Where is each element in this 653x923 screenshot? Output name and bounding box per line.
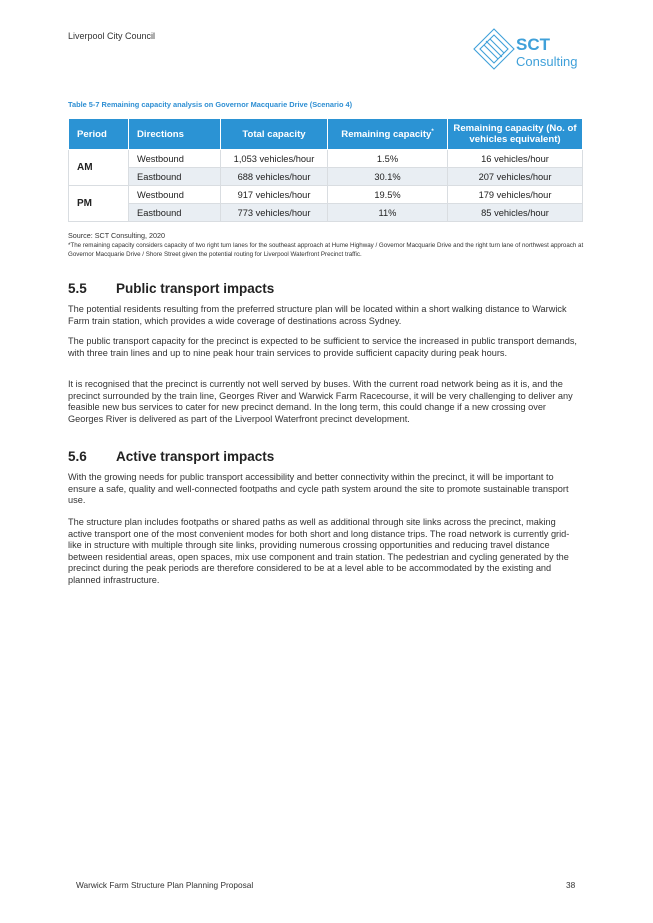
- total-capacity-cell: 917 vehicles/hour: [221, 186, 328, 204]
- remaining-percent-cell: 11%: [328, 204, 448, 222]
- remaining-percent-cell: 19.5%: [328, 186, 448, 204]
- header-remaining-capacity-label: Remaining capacity: [341, 128, 432, 140]
- table-row: [69, 150, 583, 168]
- table-row: [69, 186, 583, 204]
- header-organisation: Liverpool City Council: [68, 31, 156, 41]
- section-number: 5.6: [68, 449, 87, 464]
- total-capacity-cell: 1,053 vehicles/hour: [221, 150, 328, 168]
- total-capacity-cell: 688 vehicles/hour: [221, 168, 328, 186]
- period-cell: PM: [69, 186, 129, 222]
- remaining-capacity-table: [68, 118, 583, 222]
- direction-cell: Westbound: [129, 186, 221, 204]
- paragraph: With the growing needs for public transport accessibility and better connectivity within the precinct, it will be important to ensure a safe, quality and well-connected footpaths and cycle path system around the site to promote sustainable transport use.: [68, 472, 569, 506]
- paragraph: It is recognised that the precinct is currently not well served by buses. With the current road network being as it is, and the precinct surrounded by the train line, Georges River and Warwick Farm Racecourse, it will be very challenging to deliver any feasible new bus services to cater for new precinct demand. In the long term, this could change if a new crossing over Georges River is delivered as part of the Liverpool Waterfront precinct development.: [68, 379, 573, 424]
- table-row: [69, 204, 583, 222]
- paragraph: The structure plan includes footpaths or shared paths as well as additional through site links across the precinct, making active transport one of the most convenient modes for both short and long distance trips. The road network is currently grid-like in structure with multiple through site links, providing numerous crossing opportunities and reducing travel distance between residential areas, open spaces, mix use component and train station. The pedestrian and cycling generated by the precinct during the peak periods are therefore considered to be at a level able to be accommodated by the existing and planned infrastructure.: [68, 517, 570, 585]
- logo-text-sub: Consulting: [516, 54, 578, 69]
- section-title: Active transport impacts: [116, 449, 275, 464]
- direction-cell: Eastbound: [129, 204, 221, 222]
- table-header-row: [69, 119, 583, 150]
- total-capacity-cell: 773 vehicles/hour: [221, 204, 328, 222]
- footer-document-title: Warwick Farm Structure Plan Planning Proposal: [76, 880, 254, 890]
- paragraph: The potential residents resulting from the preferred structure plan will be located within a short walking distance to Warwick Farm train station, which provides a wide coverage of destinations across Sydney.: [68, 304, 567, 326]
- table-caption: Table 5-7 Remaining capacity analysis on Governor Macquarie Drive (Scenario 4): [68, 100, 353, 109]
- header-remaining-vehicles: Remaining capacity (No. of vehicles equivalent): [448, 119, 583, 150]
- remaining-percent-cell: 30.1%: [328, 168, 448, 186]
- header-period: Period: [69, 119, 129, 150]
- table-source: Source: SCT Consulting, 2020: [68, 231, 165, 240]
- remaining-vehicles-cell: 179 vehicles/hour: [448, 186, 583, 204]
- period-cell: AM: [69, 150, 129, 186]
- remaining-percent-cell: 1.5%: [328, 150, 448, 168]
- footnote-mark: *: [431, 128, 434, 135]
- direction-cell: Westbound: [129, 150, 221, 168]
- header-remaining-capacity: [328, 119, 448, 150]
- section-number: 5.5: [68, 281, 87, 296]
- direction-cell: Eastbound: [129, 168, 221, 186]
- remaining-vehicles-cell: 16 vehicles/hour: [448, 150, 583, 168]
- remaining-vehicles-cell: 207 vehicles/hour: [448, 168, 583, 186]
- paragraph: The public transport capacity for the precinct is expected to be sufficient to service the increased in public transport demands, with three train lines and up to nine peak hour train services to provide sufficient capacity during peak hours.: [68, 336, 577, 358]
- table-row: [69, 168, 583, 186]
- sct-consulting-logo: [472, 26, 588, 74]
- footer-page-number: 38: [566, 880, 576, 890]
- header-directions: Directions: [129, 119, 221, 150]
- header-total-capacity: Total capacity: [221, 119, 328, 150]
- table-footnote: *The remaining capacity considers capacity of two right turn lanes for the southeast approach at Hume Highway / Governor Macquarie Drive and the right turn lane of northwest approach at Governor Macquarie Drive / Shore Street given the potential routing for Liverpool Waterfront Precinct traffic.: [68, 242, 584, 258]
- section-heading-5-6: [68, 449, 274, 464]
- section-title: Public transport impacts: [116, 281, 275, 296]
- logo-text-main: SCT: [516, 35, 550, 54]
- section-heading-5-5: [68, 281, 274, 296]
- diamond-logo-icon: [474, 29, 514, 69]
- remaining-vehicles-cell: 85 vehicles/hour: [448, 204, 583, 222]
